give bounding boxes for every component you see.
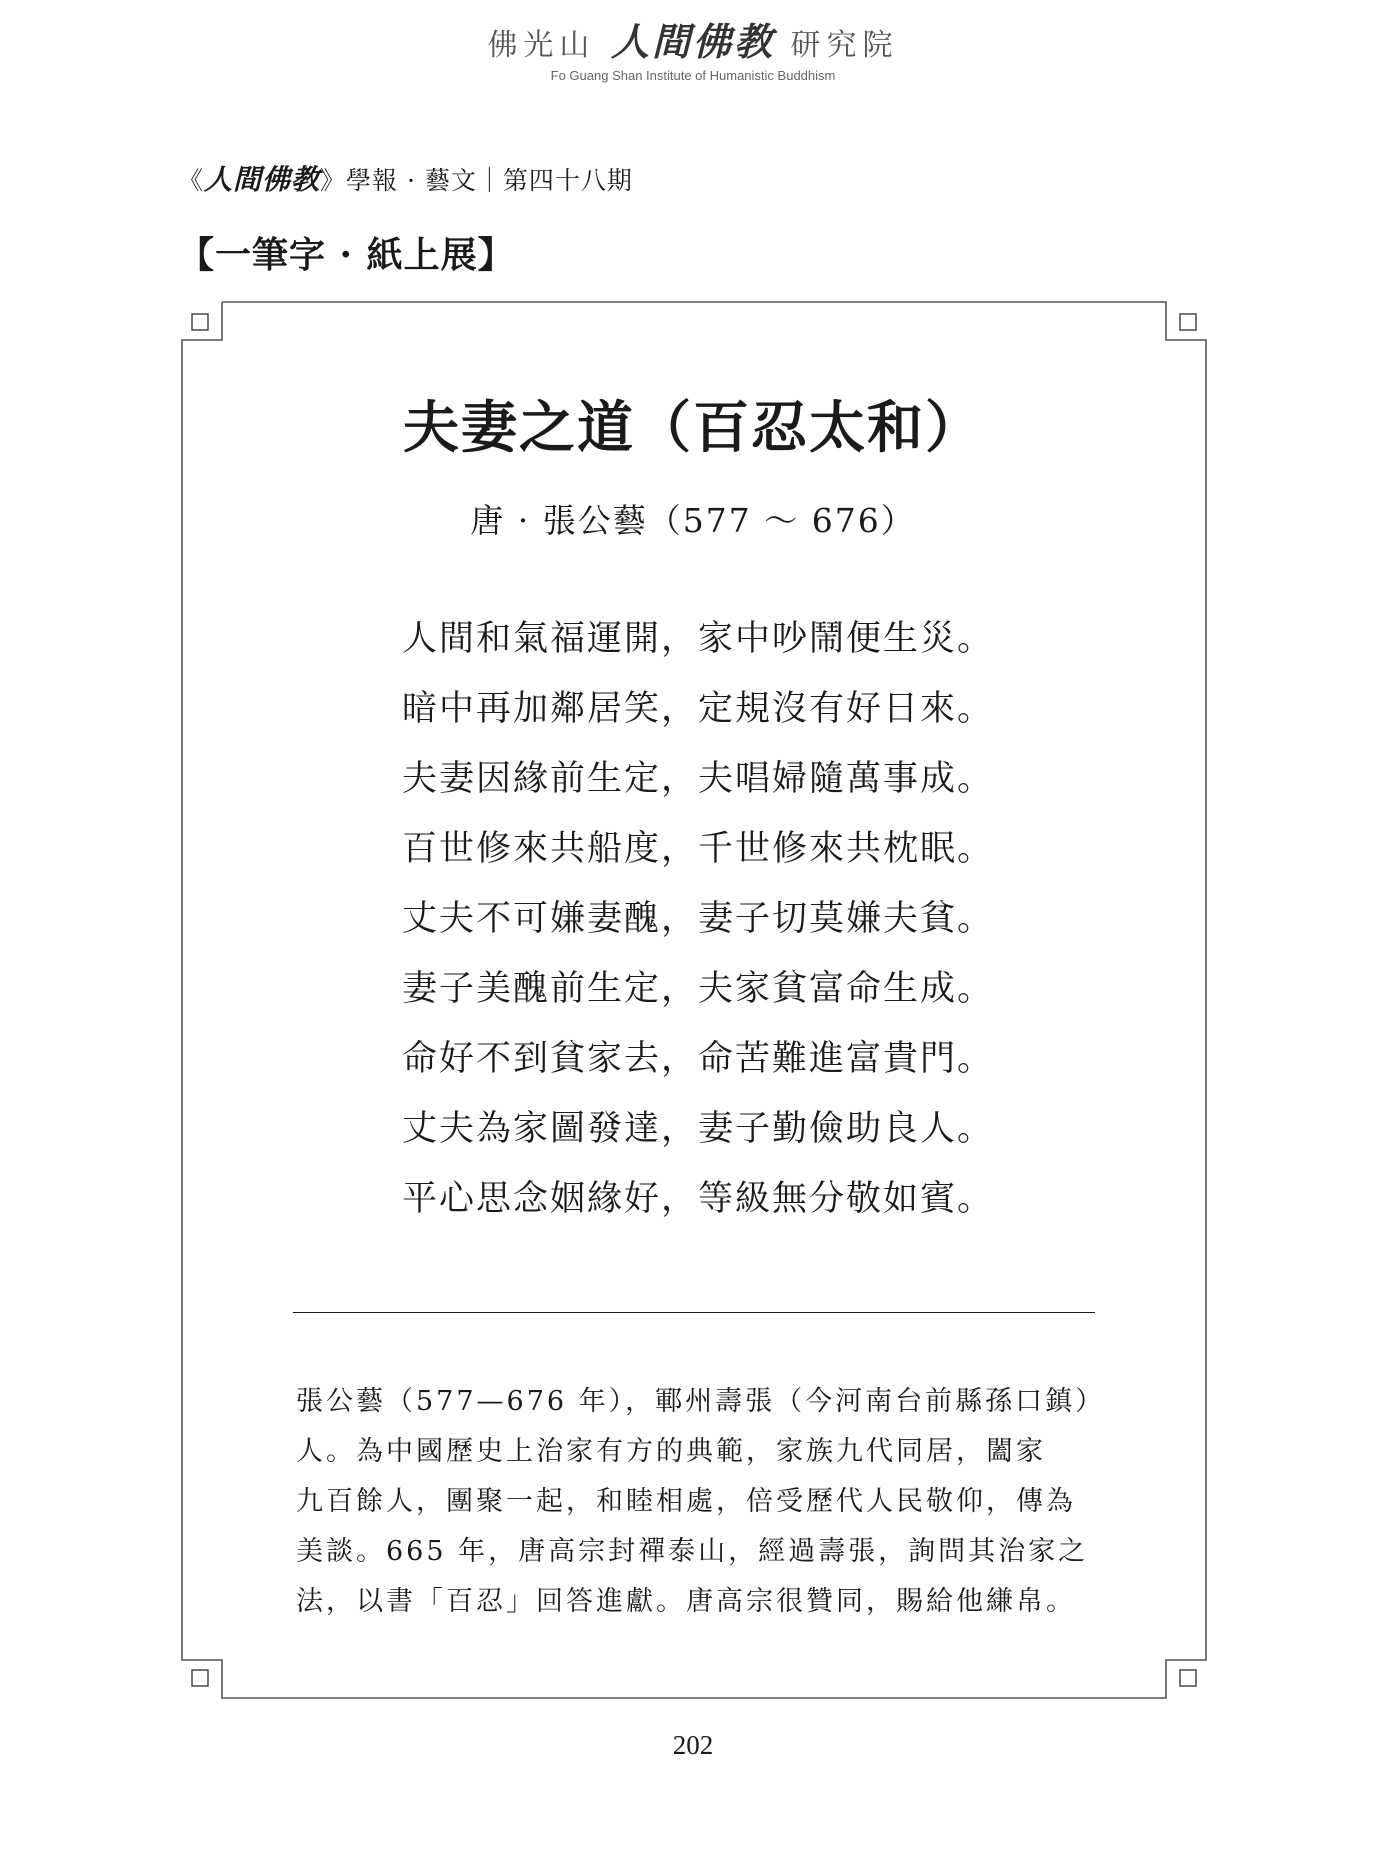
poem-line: 百世修來共船度，千世修來共枕眠。 (402, 829, 995, 869)
page-number: 202 (672, 1730, 714, 1760)
masthead-prefix: 佛光山 (487, 28, 596, 63)
divider-rule (293, 1312, 1095, 1313)
running-header-rest: 》學報 · 藝文｜第四十八期 (320, 166, 633, 195)
poem-line: 丈夫為家圖發達，妻子勤儉助良人。 (402, 1109, 995, 1149)
poem-body (402, 604, 1042, 1234)
bio-line: 人。為中國歷史上治家有方的典範，家族九代同居，闔家 (296, 1436, 1046, 1467)
poem-title: 夫妻之道（百忍太和） (403, 395, 983, 461)
masthead-suffix: 研究院 (790, 28, 899, 63)
bio-line: 張公藝（577—676 年），鄆州壽張（今河南台前縣孫口鎮） (296, 1386, 1106, 1417)
masthead-english: Fo Guang Shan Institute of Humanistic Buddhism (550, 68, 836, 83)
section-title: 【一筆字 · 紙上展】 (178, 234, 515, 276)
bio-line: 九百餘人，團聚一起，和睦相處，倍受歷代人民敬仰，傳為 (296, 1486, 1076, 1517)
poem-line: 夫妻因緣前生定，夫唱婦隨萬事成。 (402, 759, 995, 799)
poem-line: 妻子美醜前生定，夫家貧富命生成。 (402, 969, 995, 1009)
running-header-open: 《 (178, 166, 205, 195)
poem-line: 丈夫不可嫌妻醜，妻子切莫嫌夫貧。 (402, 899, 995, 939)
bio-line: 美談。665 年，唐高宗封禪泰山，經過壽張，詢問其治家之 (296, 1536, 1089, 1567)
poem-author: 唐 · 張公藝（577 ～ 676） (470, 501, 916, 540)
poem-line: 暗中再加鄰居笑，定規沒有好日來。 (402, 689, 995, 729)
author-biography (296, 1377, 1106, 1627)
poem-line: 命好不到貧家去，命苦難進富貴門。 (402, 1039, 995, 1079)
poem-line: 人間和氣福運開，家中吵鬧便生災。 (402, 619, 995, 659)
bio-line: 法，以書「百忍」回答進獻。唐高宗很贊同，賜給他縑帛。 (296, 1586, 1076, 1617)
poem-line: 平心思念姻緣好，等級無分敬如賓。 (402, 1179, 995, 1219)
masthead-brand-logo: 人間佛教 (610, 19, 775, 64)
running-header-brand: 人間佛教 (204, 163, 321, 196)
